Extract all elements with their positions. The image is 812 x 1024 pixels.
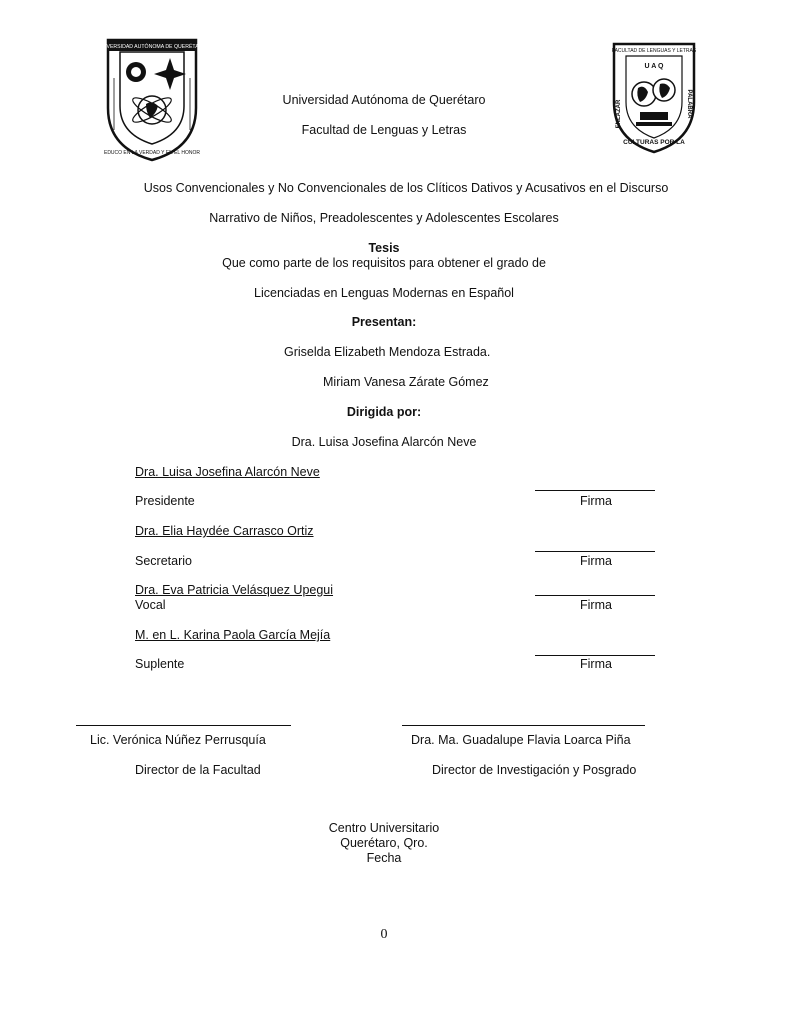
svg-text:UNIVERSIDAD AUTÓNOMA DE QUERÉT: UNIVERSIDAD AUTÓNOMA DE QUERÉTARO	[97, 44, 207, 50]
signature-line	[535, 655, 655, 656]
signature-line	[535, 490, 655, 491]
committee-role: Vocal	[135, 598, 166, 612]
presenter-name: Miriam Vanesa Zárate Gómez	[323, 375, 489, 389]
committee-member-name: Dra. Luisa Josefina Alarcón Neve	[135, 465, 320, 479]
page-number: 0	[380, 927, 388, 942]
research-director-name: Dra. Ma. Guadalupe Flavia Loarca Piña	[411, 733, 631, 747]
committee-member-name: M. en L. Karina Paola García Mejía	[135, 628, 331, 642]
svg-text:U A Q: U A Q	[644, 63, 664, 70]
svg-text:PALABRA: PALABRA	[686, 89, 692, 119]
place-line-1: Centro Universitario	[328, 821, 440, 835]
committee-member-name: Dra. Eva Patricia Velásquez Upegui	[135, 583, 334, 597]
thesis-title-line-2: Narrativo de Niños, Preadolescentes y Adolescentes Escolares	[209, 211, 559, 225]
svg-text:CULTURAS POR LA: CULTURAS POR LA	[623, 139, 685, 146]
degree-name: Licenciadas en Lenguas Modernas en Español	[254, 286, 514, 300]
director-label: Dirigida por:	[346, 405, 422, 419]
thesis-title-line-1: Usos Convencionales y No Convencionales de los Clíticos Dativos y Acusativos en el Discurso	[143, 181, 669, 195]
committee-role: Secretario	[135, 554, 192, 568]
place-line-2: Querétaro, Qro.	[340, 836, 428, 850]
committee-role: Suplente	[135, 657, 185, 671]
thesis-label: Tesis	[368, 241, 400, 255]
university-name: Universidad Autónoma de Querétaro	[282, 93, 486, 107]
faculty-name: Facultad de Lenguas y Letras	[301, 123, 467, 137]
svg-text:ENLAZAR: ENLAZAR	[616, 99, 622, 129]
faculty-director-name: Lic. Verónica Núñez Perrusquía	[90, 733, 266, 747]
presenters-label: Presentan:	[351, 315, 417, 329]
svg-text:FACULTAD DE LENGUAS Y LETRAS: FACULTAD DE LENGUAS Y LETRAS	[611, 48, 697, 54]
signature-label: Firma	[580, 598, 612, 612]
director-name: Dra. Luisa Josefina Alarcón Neve	[291, 435, 477, 449]
faculty-director-title: Director de la Facultad	[135, 763, 261, 777]
signature-line	[535, 551, 655, 552]
signature-label: Firma	[580, 554, 612, 568]
research-director-title: Director de Investigación y Posgrado	[432, 763, 637, 777]
svg-text:EDUCO EN LA VERDAD Y EN EL HON: EDUCO EN LA VERDAD Y EN EL HONOR	[103, 150, 201, 156]
date-label: Fecha	[366, 851, 402, 865]
signature-line	[402, 725, 645, 726]
thesis-purpose: Que como parte de los requisitos para obtener el grado de	[222, 256, 546, 270]
signature-label: Firma	[580, 657, 612, 671]
committee-role: Presidente	[135, 494, 195, 508]
signature-line	[76, 725, 291, 726]
presenter-name: Griselda Elizabeth Mendoza Estrada.	[284, 345, 491, 359]
signature-line	[535, 595, 655, 596]
signature-label: Firma	[580, 494, 612, 508]
committee-member-name: Dra. Elia Haydée Carrasco Ortiz	[135, 524, 314, 538]
